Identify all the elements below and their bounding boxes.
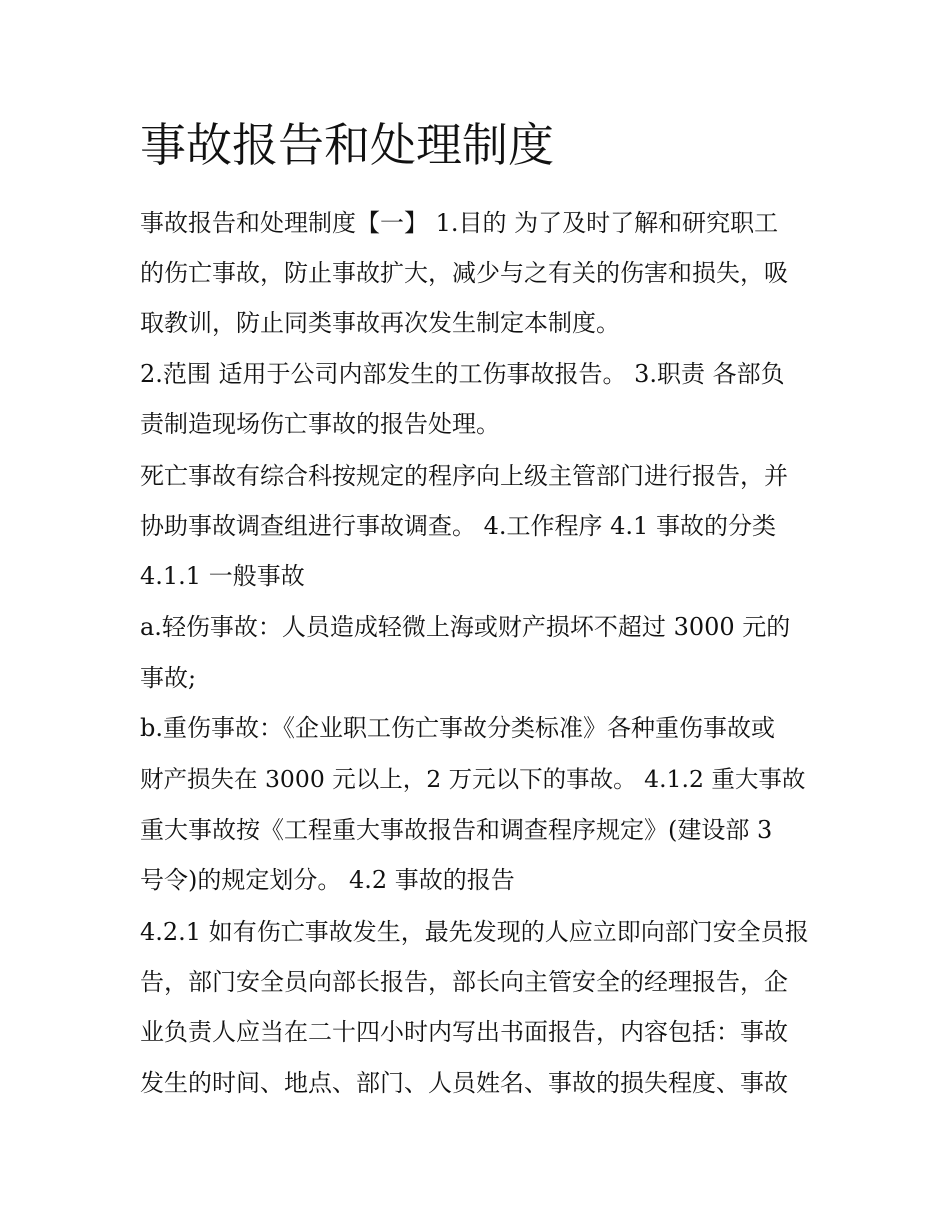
paragraph-line: a.轻伤事故：人员造成轻微上海或财产损坏不超过 3000 元的 (140, 613, 791, 641)
paragraph-line: 财产损失在 3000 元以上，2 万元以下的事故。 4.1.2 重大事故 (140, 765, 806, 793)
paragraph-line: 事故; (140, 664, 197, 692)
paragraph-line: 号令)的规定划分。 4.2 事故的报告 (140, 866, 515, 894)
paragraph-line: 2.范围 适用于公司内部发生的工伤事故报告。 3.职责 各部负 (140, 360, 785, 388)
paragraph-line: 的伤亡事故，防止事故扩大，减少与之有关的伤害和损失，吸 (140, 259, 788, 287)
paragraph-line: 4.2.1 如有伤亡事故发生，最先发现的人应立即向部门安全员报 (140, 918, 809, 946)
document-title: 事故报告和处理制度 (140, 118, 554, 172)
paragraph-line: 业负责人应当在二十四小时内写出书面报告，内容包括：事故 (140, 1018, 788, 1046)
paragraph-line: 事故报告和处理制度【一】 1.目的 为了及时了解和研究职工 (140, 209, 779, 237)
paragraph-line: 发生的时间、地点、部门、人员姓名、事故的损失程度、事故 (140, 1069, 788, 1097)
paragraph-line: 重大事故按《工程重大事故报告和调查程序规定》(建设部 3 (140, 816, 773, 844)
paragraph-line: 协助事故调查组进行事故调查。 4.工作程序 4.1 事故的分类 (140, 512, 776, 540)
paragraph-line: 责制造现场伤亡事故的报告处理。 (140, 410, 500, 438)
paragraph-line: b.重伤事故：《企业职工伤亡事故分类标准》各种重伤事故或 (140, 714, 775, 742)
paragraph-line: 4.1.1 一般事故 (140, 562, 305, 590)
paragraph-line: 告，部门安全员向部长报告，部长向主管安全的经理报告，企 (140, 968, 788, 996)
paragraph-line: 死亡事故有综合科按规定的程序向上级主管部门进行报告，并 (140, 462, 788, 490)
paragraph-line: 取教训，防止同类事故再次发生制定本制度。 (140, 309, 620, 337)
